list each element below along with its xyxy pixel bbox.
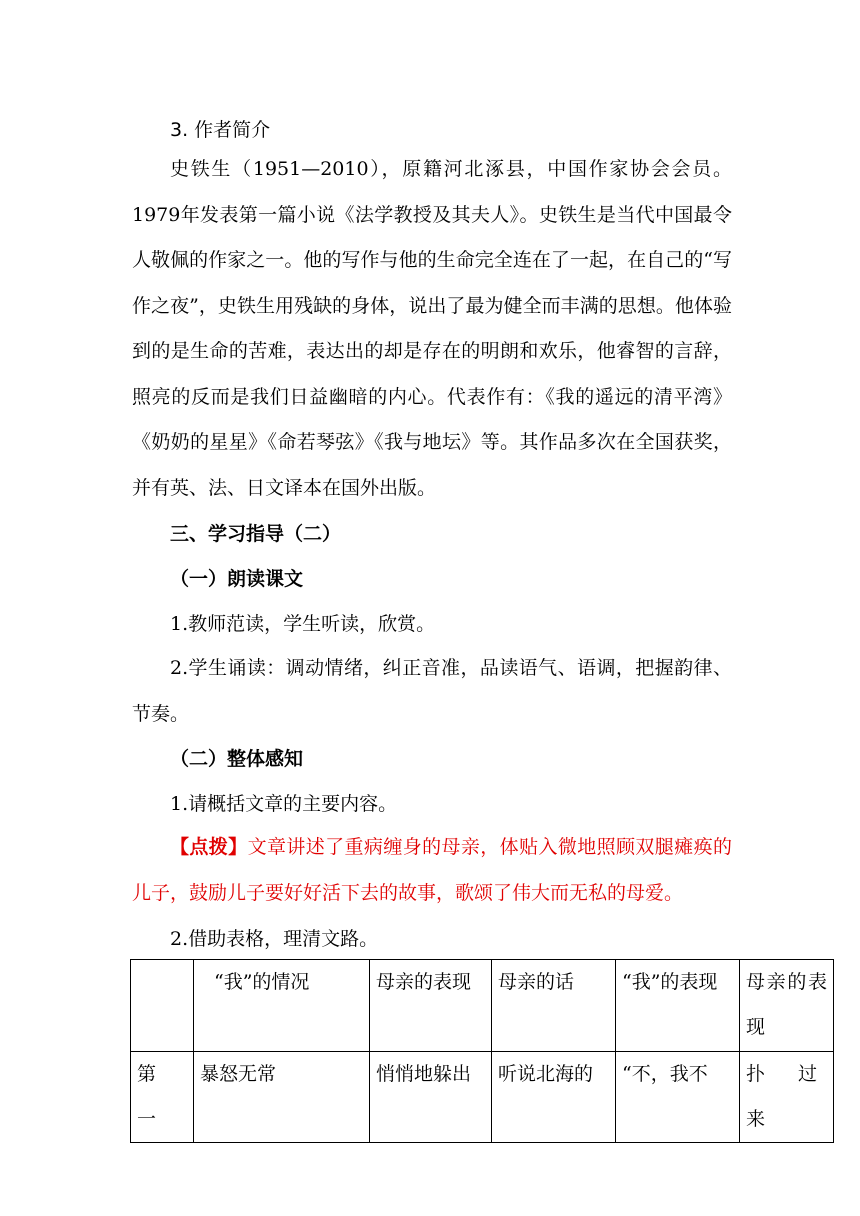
table-cell: 第一 (131, 1052, 194, 1143)
table-cell: 悄悄地躲出 (370, 1052, 492, 1143)
hint-label: 【点拨】 (170, 836, 248, 858)
study-guide-heading: 三、学习指导（二） (170, 523, 342, 545)
reading-item-1: 1.教师范读，学生听读，欣赏。 (170, 613, 436, 635)
table-header-cell: 母亲的表现 (740, 960, 834, 1052)
reading-item-2: 2.学生诵读：调动情绪，纠正音准，品读语气、语调，把握韵律、节奏。 (132, 657, 732, 725)
author-intro-heading: 3. 作者简介 (170, 119, 271, 141)
table-header-row (131, 960, 834, 1052)
table-header-cell: 母亲的表现 (370, 960, 492, 1052)
table-header-cell: “我”的表现 (616, 960, 740, 1052)
reading-heading: （一）朗读课文 (170, 568, 304, 590)
table-header-cell: 母亲的话 (492, 960, 616, 1052)
author-intro-paragraph: 史铁生（1951—2010），原籍河北涿县，中国作家协会会员。1979年发表第一篇小说《法学教授及其夫人》。史铁生是当代中国最令人敬佩的作家之一。他的写作与他的生命完全连在了一起，在自己的“写作之夜”，史铁生用残缺的身体，说出了最为健全而丰满的思想。他体验到的是生命的苦难，表达出的却是存在的明朗和欢乐，他睿智的言辞，照亮的反而是我们日益幽暗的内心。代表作有：《我的遥远的清平湾》《奶奶的星星》《命若琴弦》《我与地坛》等。其作品多次在全国获奖，并有英、法、日文译本在国外出版。 (132, 158, 732, 499)
hint-paragraph (132, 825, 732, 916)
table-header-cell (131, 960, 194, 1052)
table-cell: “不，我不 (616, 1052, 740, 1143)
table-row (131, 1052, 834, 1143)
table-header-cell: “我”的情况 (194, 960, 370, 1052)
table-cell: 暴怒无常 (194, 1052, 370, 1143)
overall-item-1: 1.请概括文章的主要内容。 (170, 793, 398, 815)
hint-text: 文章讲述了重病缠身的母亲，体贴入微地照顾双腿瘫痪的儿子，鼓励儿子要好好活下去的故事，歌颂了伟大而无私的母爱。 (132, 836, 732, 904)
structure-table (130, 959, 834, 1143)
table-cell: 听说北海的 (492, 1052, 616, 1143)
table-cell: 扑过来 (740, 1052, 834, 1143)
overall-item-2: 2.借助表格，理清文路。 (170, 928, 379, 950)
overall-heading: （二）整体感知 (170, 748, 304, 770)
